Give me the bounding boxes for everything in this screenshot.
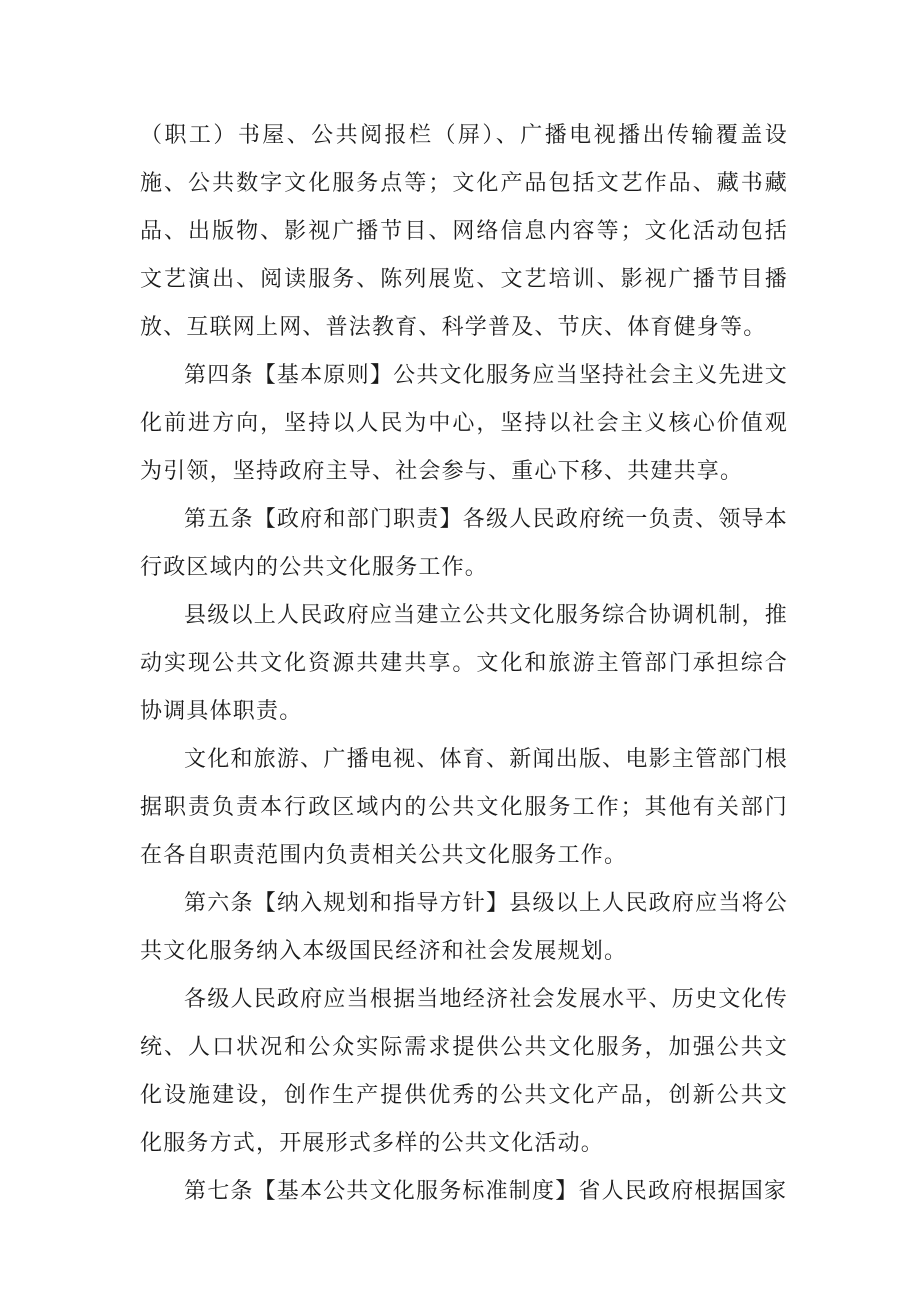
paragraph-article-6-service-provision: 各级人民政府应当根据当地经济社会发展水平、历史文化传统、人口状况和公众实际需求提供公共文化服务，加强公共文化设施建设，创作生产提供优秀的公共文化产品，创新公共文化服务方式，开展形式多样的公共文化活动。	[140, 987, 788, 1156]
paragraph-continued-definitions: （职工）书屋、公共阅报栏（屏）、广播电视播出传输覆盖设施、公共数字文化服务点等；文化产品包括文艺作品、藏书藏品、出版物、影视广播节目、网络信息内容等；文化活动包括文艺演出、阅读服务、陈列展览、文艺培训、影视广播节目播放、互联网上网、普法教育、科学普及、节庆、体育健身等。	[140, 123, 788, 340]
paragraph-article-5-coordination-mechanism: 县级以上人民政府应当建立公共文化服务综合协调机制，推动实现公共文化资源共建共享。文化和旅游主管部门承担综合协调具体职责。	[140, 603, 788, 724]
paragraph-article-4-basic-principles: 第四条【基本原则】公共文化服务应当坚持社会主义先进文化前进方向，坚持以人民为中心，坚持以社会主义核心价值观为引领，坚持政府主导、社会参与、重心下移、共建共享。	[140, 363, 788, 484]
document-body	[140, 112, 788, 1216]
paragraph-article-7-standards: 第七条【基本公共文化服务标准制度】省人民政府根据国家	[184, 1179, 788, 1204]
paragraph-article-5-department-duties: 文化和旅游、广播电视、体育、新闻出版、电影主管部门根据职责负责本行政区域内的公共文化服务工作；其他有关部门在各自职责范围内负责相关公共文化服务工作。	[140, 747, 788, 868]
paragraph-article-6-planning: 第六条【纳入规划和指导方针】县级以上人民政府应当将公共文化服务纳入本级国民经济和社会发展规划。	[140, 891, 788, 964]
paragraph-article-5-government-responsibilities: 第五条【政府和部门职责】各级人民政府统一负责、领导本行政区域内的公共文化服务工作。	[140, 507, 788, 580]
